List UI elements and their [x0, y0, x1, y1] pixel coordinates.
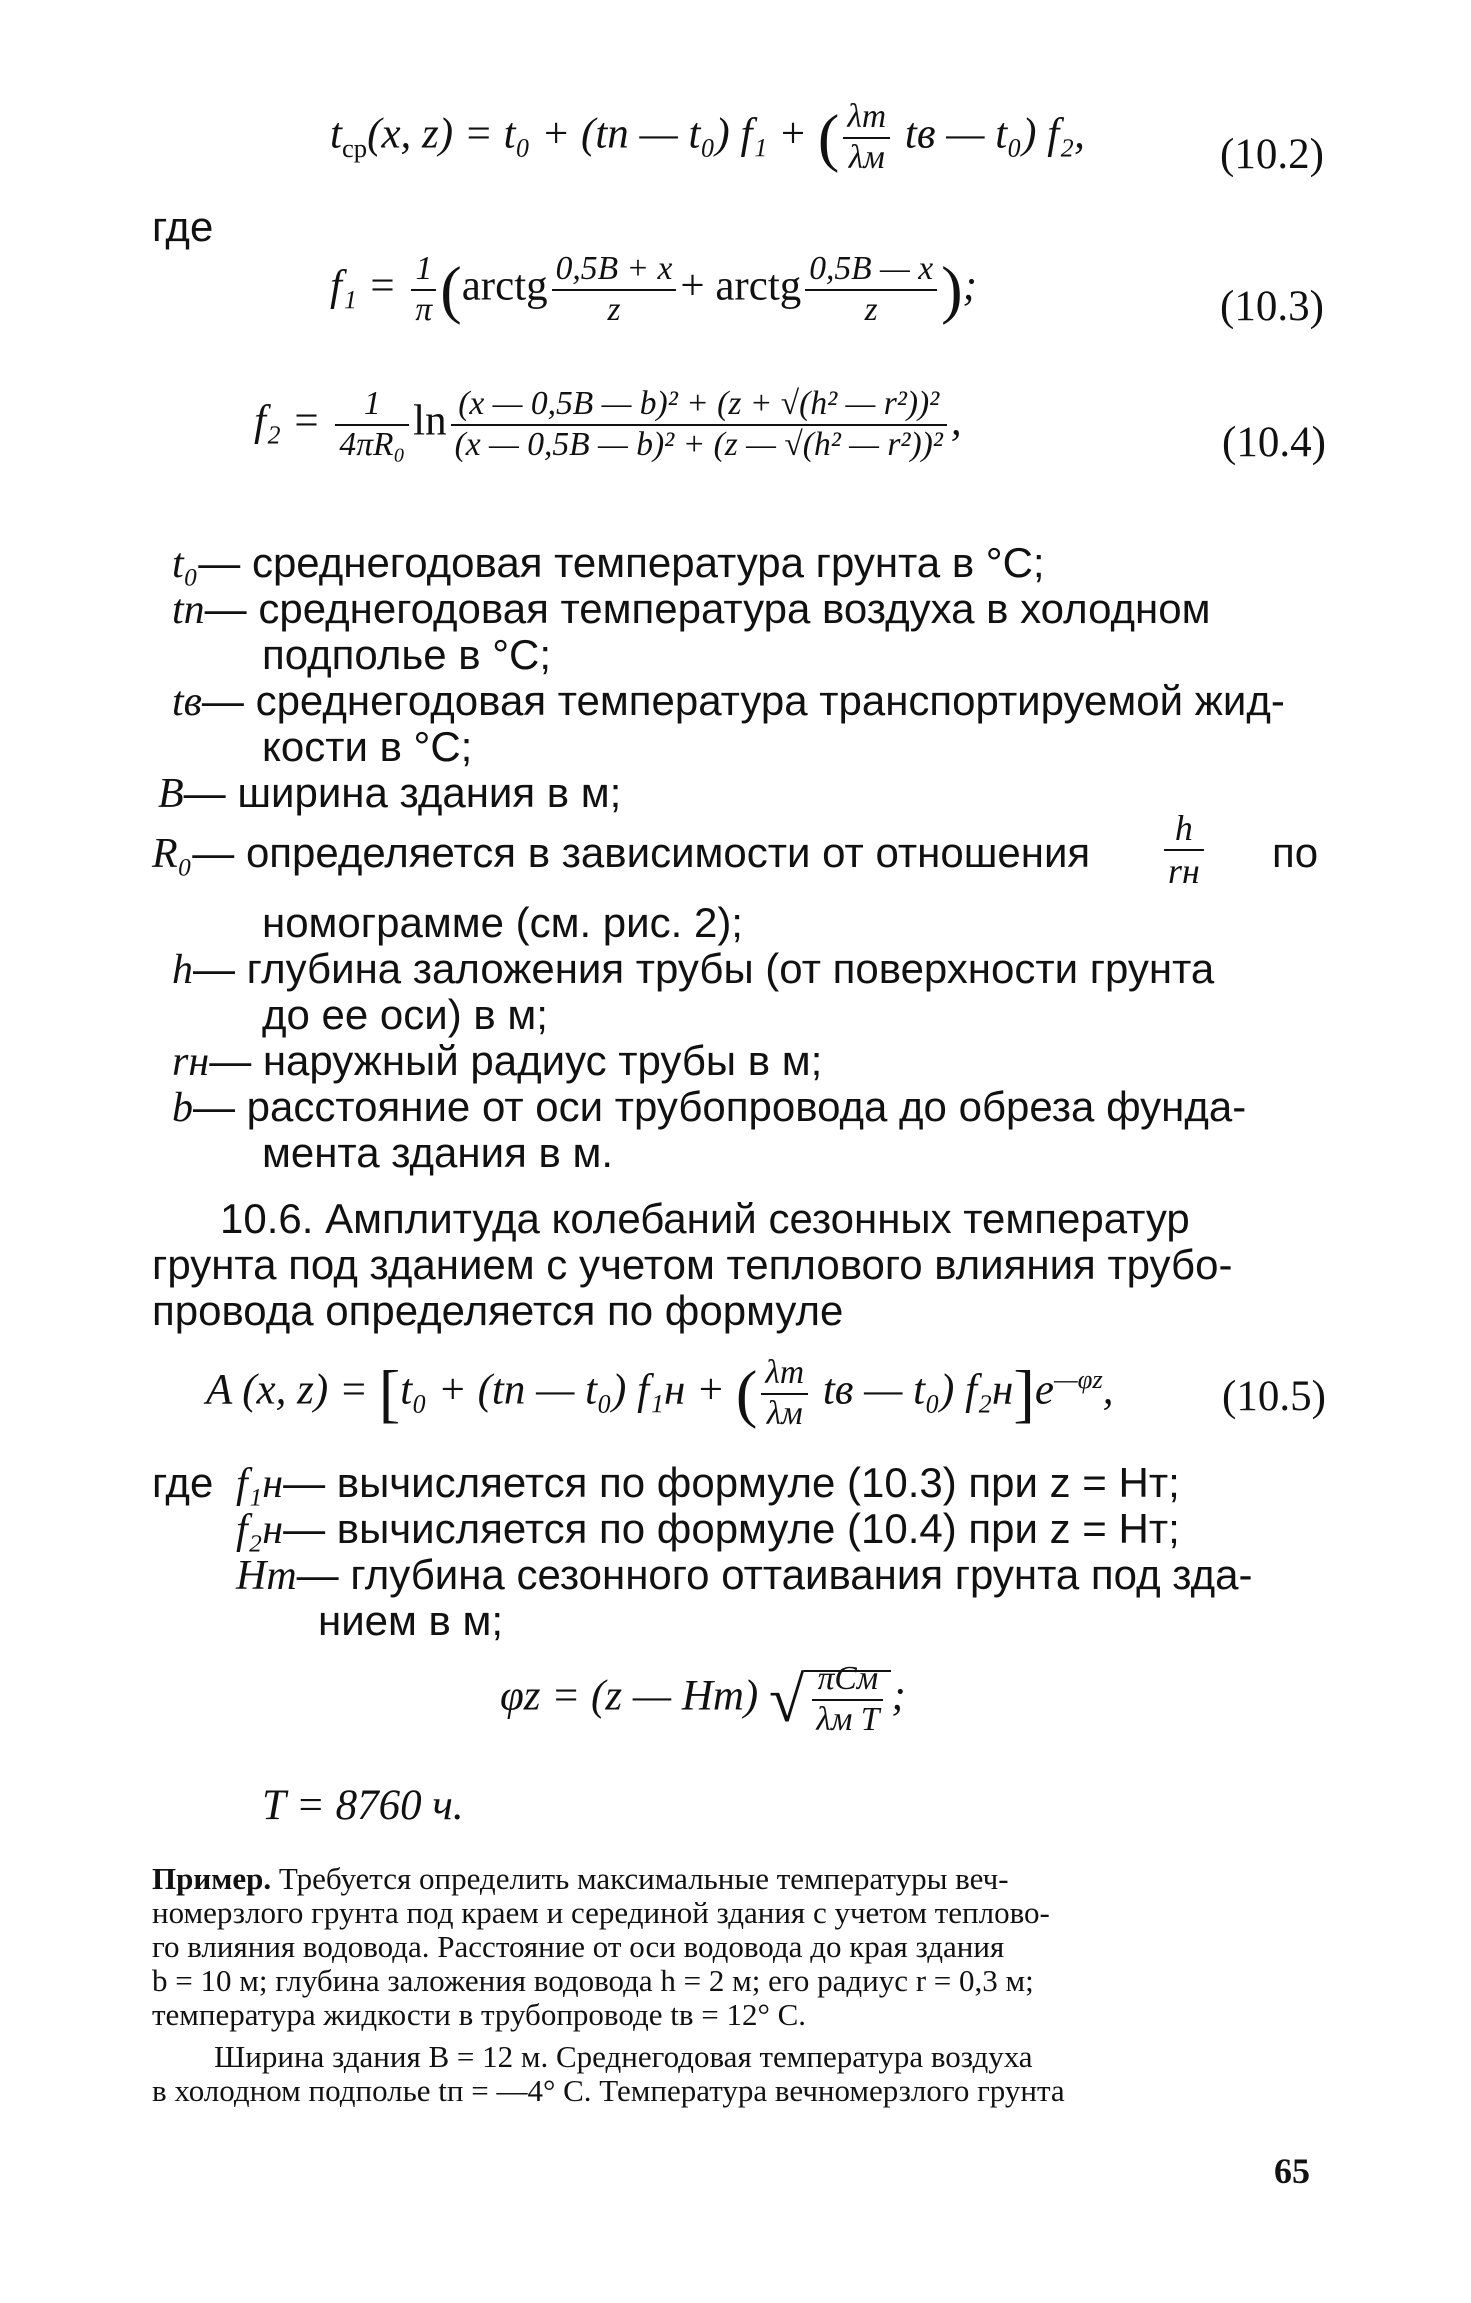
example-label: Пример.: [152, 1861, 272, 1896]
def-symbol: B: [158, 771, 184, 817]
eq-phi-fraction: [812, 1660, 883, 1739]
def-dash: —: [193, 1083, 235, 1130]
eq-10-3-arctg: arctg: [461, 262, 548, 310]
where-symbol: f₂н: [236, 1507, 284, 1553]
def-symbol: h: [172, 947, 193, 993]
eq-10-2-body: t₀ + (tп — t₀) f₁ +: [503, 110, 818, 158]
def-dash: —: [183, 769, 226, 816]
def-text: наружный радиус трубы в м;: [262, 1037, 823, 1084]
eq-10-2-frac-num: λт: [843, 98, 890, 139]
where-label-2: где: [152, 1459, 214, 1506]
where-item-f1n: [236, 1460, 1180, 1507]
eq-10-5-tail: tв — t₀) f₂н: [812, 1366, 1014, 1414]
eq-10-5-frac-num: λт: [761, 1354, 808, 1395]
eq-10-3-frac2: [552, 250, 677, 329]
definition-r0-fraction: [1160, 808, 1208, 893]
eq-10-3-frac1-den: π: [415, 290, 433, 328]
eq-10-2-lhs-sub: ср: [341, 133, 368, 164]
eq-10-3-frac3: [805, 250, 937, 329]
example-line-3: го влияния водовода. Расстояние от оси водовода до края здания: [152, 1929, 1005, 1964]
def-text: среднегодовая температура воздуха в холодном: [258, 585, 1211, 632]
eq-10-5-lhs: A (x, z) =: [206, 1366, 379, 1414]
example-line-4: b = 10 м; глубина заложения водовода h = 2 м; его радиус r = 0,3 м;: [152, 1963, 1034, 1998]
para-10-6-line-3: провода определяется по формуле: [152, 1287, 844, 1334]
example-para2-line-1: Ширина здания B = 12 м. Среднегодовая температура воздуха: [214, 2039, 1033, 2074]
eq-10-5-frac-den: λм: [766, 1394, 803, 1432]
definition-tp-cont: подполье в °С;: [262, 631, 552, 678]
eq-10-4-frac2: [451, 385, 947, 464]
eq-10-4-lhs: f₂ =: [254, 397, 332, 445]
definition-rn: [172, 1038, 822, 1085]
where-item-ht: [236, 1552, 1252, 1599]
definition-t0: [172, 540, 1045, 587]
def-dash: —: [201, 677, 244, 724]
def-symbol: t₀: [172, 541, 199, 587]
eq-10-5-exp-sup: —φz: [1053, 1364, 1103, 1395]
equation-10-5: A (x, z) = [t₀ + (tп — t₀) f₁н + ( $\frac{\lambda т}{\lambda м}$ tв — t₀) $f_2н]e^{—\varphi z}$,: [206, 1354, 1114, 1432]
definition-h-cont: до ее оси) в м;: [262, 991, 548, 1038]
eq-10-4-ln: ln: [413, 397, 447, 445]
eq-10-2-tail: tв — t₀) f₂,: [894, 110, 1085, 158]
def-text: среднегодовая температура грунта в °С;: [251, 539, 1045, 586]
eq-10-2-frac-den: λм: [848, 138, 885, 176]
eq-10-3-frac3-num: 0,5B — x: [805, 250, 937, 291]
def-symbol: tп: [172, 587, 205, 633]
eq-number-10-4: (10.4): [1222, 419, 1326, 466]
eq-10-4-frac2-num: (x — 0,5B — b)² + (z + √(h² — r²))²: [451, 385, 947, 426]
def-r0-frac-den: rн: [1168, 851, 1200, 892]
definition-b-cont: мента здания в м.: [262, 1129, 614, 1176]
eq-10-5-comma: ,: [1102, 1366, 1114, 1414]
example-line-5: температура жидкости в трубопроводе tв = 12° С.: [152, 1997, 807, 2032]
eq-10-4-tail: ,: [950, 397, 962, 445]
example-text: Требуется определить максимальные температуры веч-: [271, 1861, 1009, 1896]
definition-r0-after: по: [1272, 829, 1319, 876]
eq-number-10-2: (10.2): [1220, 131, 1324, 178]
equation-10-2: $t_{ср}(x$, z) = t₀ + (tп — t₀) f₁ + ( $\frac{\lambda т}{\lambda м}$ tв — t₀) f₂,: [330, 98, 1085, 176]
eq-phi-tail: ;: [891, 1672, 906, 1720]
equation-T: T = 8760 ч.: [262, 1782, 464, 1829]
def-r0-frac-num: h: [1164, 808, 1204, 851]
def-dash: —: [198, 539, 241, 586]
eq-10-2-lhs: t: [330, 110, 342, 158]
example-line-2: номерзлого грунта под краем и серединой здания с учетом теплово-: [152, 1895, 1050, 1930]
def-text: определяется в зависимости от отношения: [245, 829, 1091, 876]
def-dash: —: [192, 829, 235, 876]
definition-b: [172, 1084, 1246, 1131]
page-number: 65: [1274, 2151, 1310, 2191]
equation-10-3: f₁ = $\frac{1}{\pi}$ (arctg $\frac{0,5B + x}{z}$ + arctg $\frac{0,5B — x}{z}$ );: [330, 250, 977, 328]
definition-r0: [152, 830, 1090, 877]
def-dash: —: [193, 945, 235, 992]
eq-10-4-frac2-den: (x — 0,5B — b)² + (z — √(h² — r²))²: [454, 425, 943, 463]
equation-phi: φz = (z — Hт) √ $\frac{\text{πCм}}{\text{λм T}}$ ;: [500, 1660, 906, 1738]
where-label-1: где: [152, 203, 214, 250]
eq-10-3-frac3-den: z: [864, 290, 878, 328]
eq-10-3-lhs: f₁ =: [330, 262, 408, 310]
eq-10-4-frac1-num: 1: [335, 385, 409, 426]
def-symbol: tв: [172, 679, 202, 725]
where-text: — вычисляется по формуле (10.4) при z = Hт;: [283, 1505, 1180, 1552]
para-10-6-line-1: 10.6. Амплитуда колебаний сезонных температур: [220, 1195, 1190, 1242]
eq-10-3-frac2-den: z: [607, 290, 621, 328]
where-text: — глубина сезонного оттаивания грунта под зда-: [296, 1551, 1253, 1598]
def-symbol: rн: [172, 1039, 210, 1085]
def-dash: —: [204, 585, 247, 632]
eq-10-5-body: t₀ + (tп — t₀) f₁н +: [400, 1366, 736, 1414]
def-text: расстояние от оси трубопровода до обреза фунда-: [246, 1083, 1247, 1130]
definition-tv-cont: кости в °С;: [262, 723, 473, 770]
example-para2-line-2: в холодном подполье tп = —4° С. Температура вечномерзлого грунта: [152, 2073, 1065, 2108]
where-symbol: Hт: [236, 1553, 297, 1599]
def-dash: —: [209, 1037, 252, 1084]
where-symbol: f₁н: [236, 1461, 284, 1507]
eq-10-4-frac1-den: 4πR₀: [339, 425, 406, 463]
definition-h: [172, 946, 1214, 993]
eq-10-3-frac1-num: 1: [411, 250, 436, 291]
eq-phi-lhs: φz = (z — Hт): [500, 1672, 759, 1720]
eq-number-10-5: (10.5): [1222, 1373, 1326, 1420]
eq-phi-frac-den: λм T: [816, 1700, 880, 1738]
def-symbol: b: [172, 1085, 193, 1131]
eq-10-5-exp: e: [1034, 1366, 1054, 1414]
def-text: ширина здания в м;: [237, 769, 622, 816]
definition-tv: [172, 678, 1285, 725]
definition-tp: [172, 586, 1210, 633]
eq-number-10-3: (10.3): [1220, 283, 1324, 330]
definition-r0-cont: номограмме (см. рис. 2);: [262, 899, 743, 946]
eq-10-2-fraction: [843, 98, 890, 177]
definition-b-width: [158, 770, 621, 817]
def-text: среднегодовая температура транспортируемой жид-: [255, 677, 1285, 724]
eq-10-5-fraction: [761, 1354, 808, 1433]
example-line-1: [152, 1862, 1009, 1896]
eq-10-3-frac2-num: 0,5B + x: [552, 250, 677, 291]
eq-phi-frac-num: πCм: [812, 1660, 883, 1701]
where-item-ht-cont: нием в м;: [318, 1597, 504, 1644]
para-10-6-line-2: грунта под зданием с учетом теплового влияния трубо-: [152, 1241, 1233, 1288]
eq-10-2-args: (x, z) =: [367, 110, 504, 158]
eq-10-3-frac1: [411, 250, 436, 329]
eq-10-4-frac1: [335, 385, 409, 464]
def-text: глубина заложения трубы (от поверхности грунта: [246, 945, 1215, 992]
eq-10-3-tail: ;: [962, 262, 977, 310]
eq-10-3-plus-arctg: + arctg: [680, 262, 802, 310]
where-item-f2n: [236, 1506, 1180, 1553]
where-text: — вычисляется по формуле (10.3) при z = Hт;: [283, 1459, 1180, 1506]
equation-10-4: [254, 385, 962, 464]
def-symbol: R₀: [152, 831, 193, 877]
